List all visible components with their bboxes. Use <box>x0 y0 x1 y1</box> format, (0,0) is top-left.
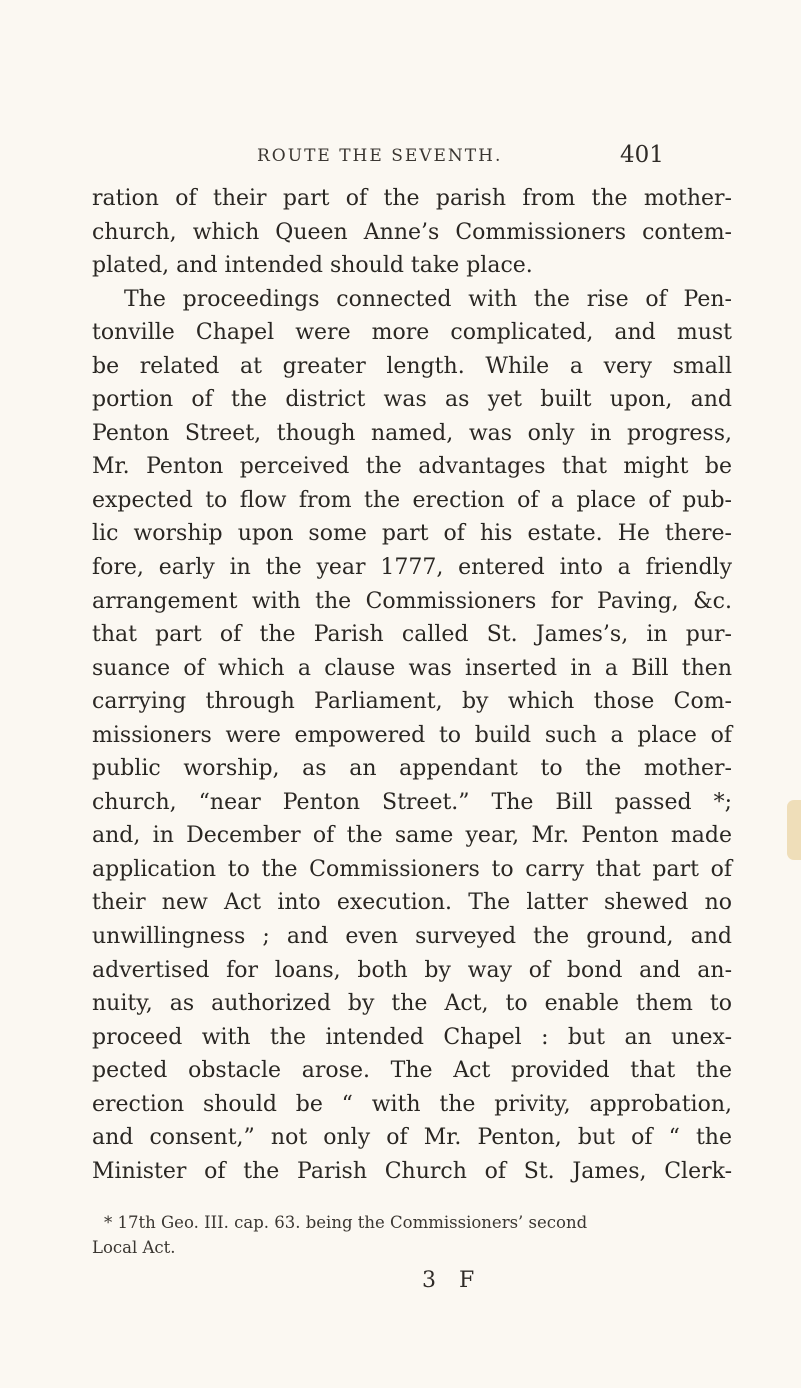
footnote <box>92 1210 732 1260</box>
text-line: Minister of the Parish Church of St. James, Clerk- <box>92 1158 732 1184</box>
text-line: and, in December of the same year, Mr. Penton made <box>92 823 732 849</box>
text-line: lic worship upon some part of his estate. He there- <box>92 521 732 547</box>
text-line: advertised for loans, both by way of bond and an- <box>92 957 732 983</box>
text-line: pected obstacle arose. The Act provided that the <box>92 1058 732 1084</box>
text-line: nuity, as authorized by the Act, to enable them to <box>92 991 732 1017</box>
text-line: plated, and intended should take place. <box>92 253 533 279</box>
text-line: portion of the district was as yet built upon, and <box>92 387 732 413</box>
running-head: ROUTE THE SEVENTH. <box>257 146 503 166</box>
footnote-line: * 17th Geo. III. cap. 63. being the Commissioners’ second <box>104 1213 588 1232</box>
text-line: ration of their part of the parish from the mother- <box>92 186 732 211</box>
body-text <box>92 182 732 1188</box>
text-line: arrangement with the Commissioners for Paving, &c. <box>92 588 732 614</box>
signature-mark: 3 F <box>422 1268 483 1293</box>
text-line: application to the Commissioners to carry that part of <box>92 856 732 882</box>
text-line: and consent,” not only of Mr. Penton, but of “ the <box>92 1125 732 1151</box>
text-line: The proceedings connected with the rise of Pen- <box>124 286 732 312</box>
text-line: public worship, as an appendant to the mother- <box>92 756 732 782</box>
page-header <box>0 142 801 176</box>
text-line: be related at greater length. While a very small <box>92 353 732 379</box>
text-line: expected to flow from the erection of a place of pub- <box>92 487 732 513</box>
text-line: their new Act into execution. The latter shewed no <box>92 890 732 916</box>
text-line: fore, early in the year 1777, entered into a friendly <box>92 555 732 581</box>
text-line: that part of the Parish called St. James’s, in pur- <box>92 622 732 648</box>
text-line: proceed with the intended Chapel : but an unex- <box>92 1024 732 1050</box>
text-line: suance of which a clause was inserted in a Bill then <box>92 655 732 681</box>
text-line: tonville Chapel were more complicated, and must <box>92 320 732 346</box>
text-line: carrying through Parliament, by which those Com- <box>92 689 732 715</box>
text-line: church, “near Penton Street.” The Bill passed *; <box>92 789 732 815</box>
text-line: unwillingness ; and even surveyed the ground, and <box>92 924 732 950</box>
text-line: church, which Queen Anne’s Commissioners contem- <box>92 219 732 245</box>
text-line: erection should be “ with the privity, approbation, <box>92 1091 732 1117</box>
footnote-line: Local Act. <box>92 1238 176 1257</box>
text-line: Mr. Penton perceived the advantages that might be <box>92 454 732 480</box>
page-number: 401 <box>620 142 664 168</box>
text-line: missioners were empowered to build such a place of <box>92 722 732 748</box>
page-stain <box>787 800 801 860</box>
text-line: Penton Street, though named, was only in progress, <box>92 420 732 446</box>
